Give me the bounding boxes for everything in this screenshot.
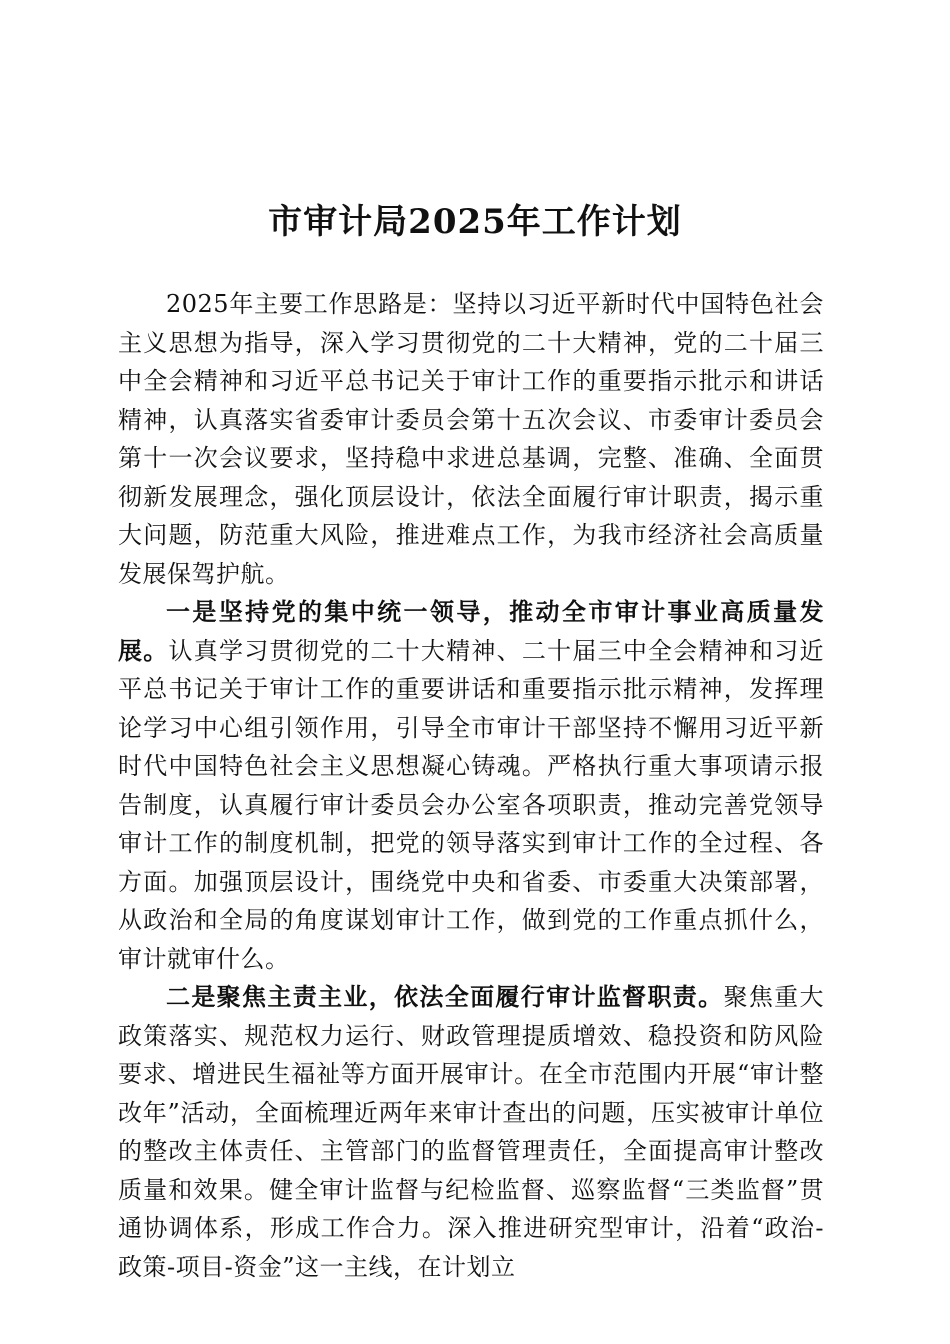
document-title: 市审计局2025年工作计划 bbox=[268, 202, 682, 242]
paragraph-text: 2025年主要工作思路是：坚持以习近平新时代中国特色社会主义思想为指导，深入学习贯彻党的二十大精神，党的二十届三中全会精神和习近平总书记关于审计工作的重要指示批示和讲话精神，认真落实省委审计委员会第十五次会议、市委审计委员会第十一次会议要求，坚持稳中求进总基调，完整、准确、全面贯彻新发展理念，强化顶层设计，依法全面履行审计职责，揭示重大问题，防范重大风险，推进难点工作，为我市经济社会高质量发展保驾护航。 bbox=[118, 290, 824, 588]
paragraph-main-duties bbox=[118, 978, 824, 1286]
paragraph-text: 聚焦重大政策落实、规范权力运行、财政管理提质增效、稳投资和防风险要求、增进民生福祉等方面开展审计。在全市范围内开展“审计整改年”活动，全面梳理近两年来审计查出的问题，压实被审计单位的整改主体责任、主管部门的监督管理责任，全面提高审计整改质量和效果。健全审计监督与纪检监督、巡察监督“三类监督”贯通协调体系，形成工作合力。深入推进研究型审计，沿着“政治-政策-项目-资金”这一主线，在计划立 bbox=[118, 983, 825, 1281]
paragraph-party-leadership bbox=[118, 593, 824, 978]
paragraph-lead: 一是坚持党的集中统一领导，推动全市审计事业高质量发展。 bbox=[118, 597, 824, 665]
paragraph-lead: 二是聚焦主责主业，依法全面履行审计监督职责。 bbox=[166, 982, 724, 1011]
document-body bbox=[118, 285, 824, 1286]
paragraph-intro bbox=[118, 285, 824, 593]
paragraph-text: 认真学习贯彻党的二十大精神、二十届三中全会精神和习近平总书记关于审计工作的重要讲话和重要指示批示精神，发挥理论学习中心组引领作用，引导全市审计干部坚持不懈用习近平新时代中国特色社会主义思想凝心铸魂。严格执行重大事项请示报告制度，认真履行审计委员会办公室各项职责，推动完善党领导审计工作的制度机制，把党的领导落实到审计工作的全过程、各方面。加强顶层设计，围绕党中央和省委、市委重大决策部署，从政治和全局的角度谋划审计工作，做到党的工作重点抓什么，审计就审什么。 bbox=[118, 636, 825, 973]
